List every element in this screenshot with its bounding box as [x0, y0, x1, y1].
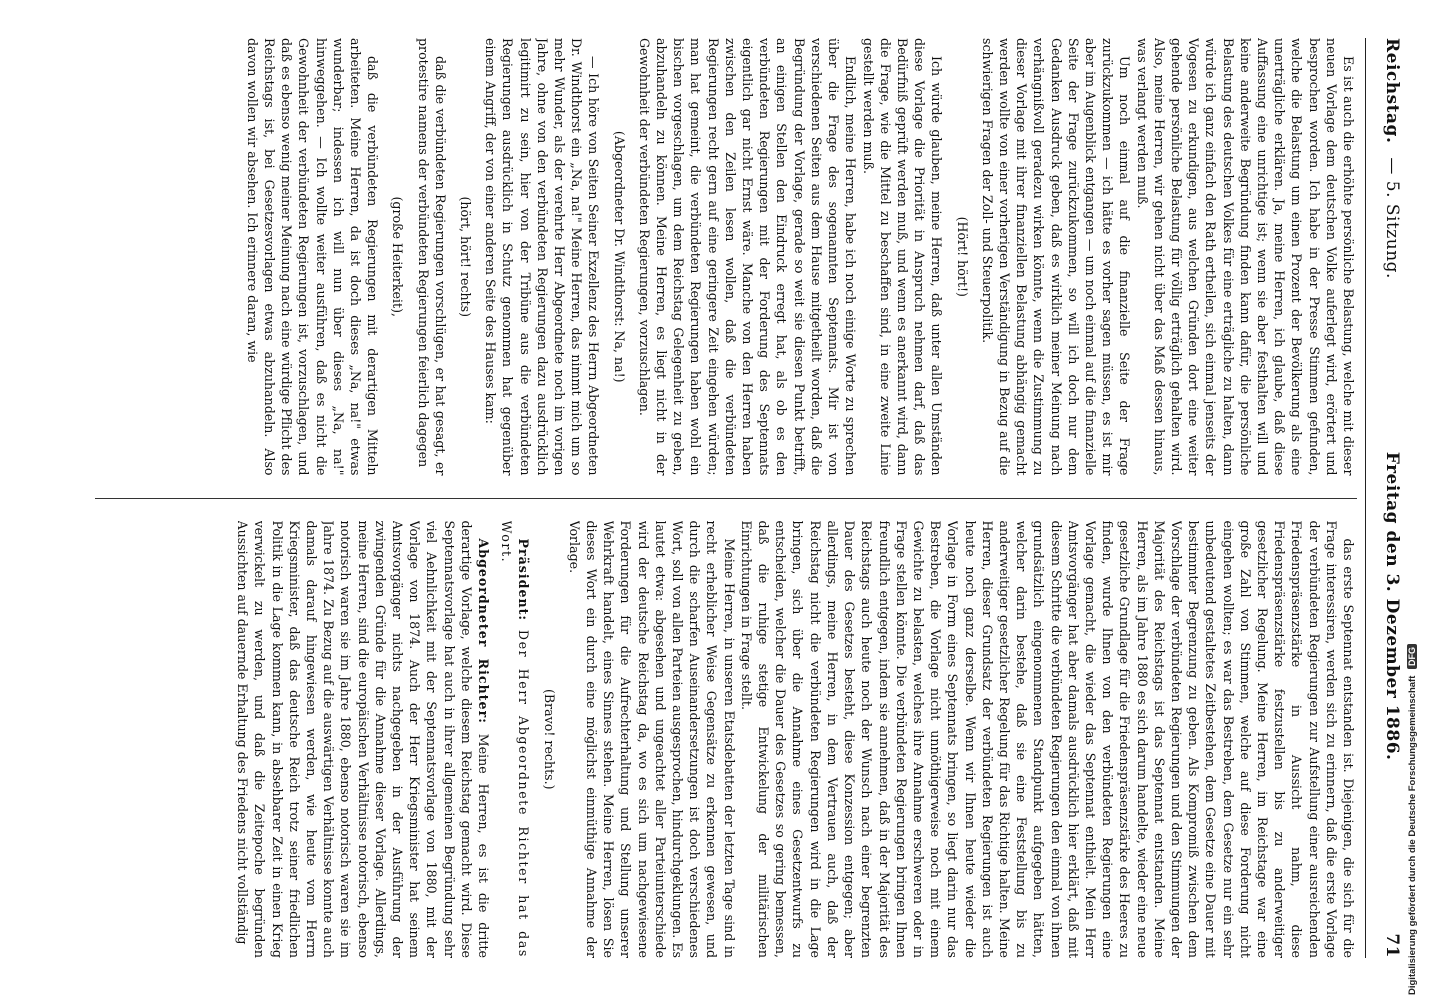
dfg-logo: DFG [1407, 644, 1417, 669]
interjection: (große Heiterkeit), [390, 196, 406, 318]
speaker-paragraph [234, 521, 492, 959]
page-number: 71 [1382, 933, 1402, 958]
digitization-credit [1407, 644, 1418, 995]
header-session: — 5. Sitzung. [1382, 157, 1402, 279]
paragraph: Um noch einmal auf die finanzielle Seite der Frage zurückzukommen — ich hätte es vorher sagen müssen, es ist mir aber im Augenblick entgangen — um noch einmal auf die finanzielle Seite der Frage zurückzukommen, so will ich doch nur dem Gedanken Ausdruck geben, daß es wirklich meiner Meinung nach verhängnißvoll geradezu wirken könnte, wenn die Zustimmung zu dieser Vorlage mit ihrer finanziellen Belastung abhängig gemacht werden wollte von einer vorherigen Verständigung in Bezug auf die schwierigen Fragen der Zoll- und Steuerpolitik. [979, 38, 1133, 476]
header-title: Reichstag. [1382, 38, 1402, 144]
header-date: Freitag den 3. Dezember 1886. [1382, 451, 1402, 761]
paragraph: — Ich höre von Seiten Seiner Exzellenz des Herrn Abgeordneten Dr. Windthorst ein „Na, na!" Meine Herren, das nimmt mich um so mehr Wunder, als der verehrte Herr Abgeordnete noch im vorigen Jahre, ohne von den verbündeten Regierungen dazu ausdrücklich legitimirt zu sein, hier von der Tribüne aus die verbündeten Regierungen ausdrücklich in Schutz genommen hat gegenüber einem Angriff, der von einer anderen Seite des Hauses kam: [483, 38, 602, 476]
column-left [95, 38, 1357, 476]
header-left [1382, 38, 1402, 279]
interjection: (hört, hört! rechts) [458, 196, 474, 318]
paragraph: Meine Herren, in unseren Etatsdebatten der letzten Tage sind in recht erheblicher Weise Gegensätze zu erkennen gewesen, und durch die scharfen Auseinandersetzungen ist doch verschiedenes Wort, soll von allen Parteien ausgesprochen, hindurchgeklungen. Es lautet etwa: abgesehen und ungeachtet aller Parteiunterschiede wird der deutsche Reichstag da, wo es sich um nachgewiesene Forderungen für die Aufrechterhaltung und Stellung unserer Wehrkraft handelt, eines Sinnes stehen. Meine Herren, lösen Sie dieses Wort ein durch eine möglichst einmüthige Annahme der Vorlage. [566, 520, 737, 958]
president-line [498, 521, 532, 959]
paragraph: daß die verbündeten Regierungen mit derartigen Mitteln arbeiteten. Meine Herren, da ist doch dieses „Na, na!" etwas wunderbar; indessen ich will nun über dieses „Na, na!" hinweggehen. — Ich wollte weiter ausführen, daß es nicht die Gewohnheit der verbündeten Regierungen ist, vorzuschlagen, und daß es ebenso wenig meiner Meinung nach eine würdige Pflicht des Reichstags ist, bei Gesetzesvorlagen etwas abzuhandeln. Also davon wollen wir absehen. Ich erinnere daran, wie [244, 38, 381, 476]
column-right [95, 521, 1357, 959]
interjection: (Abgeordneter Dr. Windthorst: Na, na!) [611, 130, 627, 383]
column-divider [95, 498, 1357, 499]
speaker-label: Abgeordneter Richter: [476, 538, 492, 724]
credit-text: Digitalisierung gefördert durch die Deutsche Forschungsgemeinschaft [1407, 675, 1418, 995]
text-columns [95, 38, 1357, 958]
paragraph: Endlich, meine Herren, habe ich noch einige Worte zu sprechen über die Frage des sogenannten Septennats. Mir ist von verschiedenen Seiten aus dem Hause mitgetheilt worden, daß die Begründung der Vorlage, gerade so weit sie diesen Punkt betrifft, an einigen Stellen den Eindruck erregt hat, als ob es den verbündeten Regierungen mit der Forderung des Septennats eigentlich gar nicht Ernst wäre. Manche von den Herren haben zwischen den Zeilen lesen wollen, daß die verbündeten Regierungen recht gern auf eine geringere Zeit eingehen würden; man hat gemeint, die verbündeten Regierungen haben wohl ein bischen vorgeschlagen, um dem Reichstag Gelegenheit zu geben, abzuhandeln zu können. Meine Herren, es liegt nicht in der Gewohnheit der verbündeten Regierungen, vorzuschlagen. [636, 38, 859, 476]
paragraph: Ich würde glauben, meine Herren, daß unter allen Umständen diese Vorlage die Priorität in Anspruch nehmen darf, daß das Bedürfniß geprüft werden muß, und wenn es anerkannt wird, dann die Frage, wie die Mittel zu beschaffen sind, in eine zweite Linie gestellt werden muß. [860, 38, 945, 476]
header-rule [1365, 38, 1366, 958]
page-header [1368, 38, 1402, 958]
paragraph: Es ist auch die erhöhte persönliche Belastung, welche mit dieser neuen Vorlage dem deutschen Volke auferlegt wird, erörtert und besprochen worden. Ich habe in der Presse Stimmen gefunden, welche die Belastung um einen Prozent der Bevölkerung als eine unerträgliche erklären. Ja, meine Herren, ich glaube, daß diese Auffassung eine unrichtige ist; wenn sie aber festhalten will und keine anderweite Begründung finden kann dafür, die persönliche Belastung des deutschen Volkes für eine erträgliche zu halten, dann würde ich ganz einfach den Rath ertheilen, sich einmal jenseits der Vogesen zu erkundigen, aus welchen Gründen dort eine weiter gehende persönliche Belastung für völlig erträglich gehalten wird. Also, meine Herren, wir gehen nicht über das Maß dessen hinaus, was verlangt werden muß. [1134, 38, 1356, 476]
paragraph: das erste Septennat entstanden ist. Diejenigen, die sich für die Frage interessiren, werden sich zu erinnern, daß die erste Vorlage der verbündeten Regierungen zur Aufstellung einer ausreichenden Friedenspräsenzstärke in Aussicht nahm, diese Friedenspräsenzstärke festzustellen bis zu anderweitiger gesetzlicher Regelung. Meine Herren, im Reichstage war eine große Zahl von Stimmen, welche auf diese Forderung nicht eingehen wollten; es war das Bestreben, dem Gesetze nur ein sehr unbedeutend gestaltetes Zeitbestehen, dem Gesetze eine Dauer mit bestimmter Begrenzung zu geben. Als Kompromiß zwischen dem Vorschlage der verbündeten Regierungen und den Stimmungen der Majorität des Reichstags ist das Septennat entstanden. Meine Herren, als im Jahre 1880 es sich darum handelte, wieder eine neue gesetzliche Grundlage für die Friedenspräsenzstärke des Heeres zu finden, wurde Ihnen von den verbündeten Regierungen eine Vorlage gemacht, die wieder das Septennat enthielt. Mein Herr Amtsvorgänger hat aber damals ausdrücklich hier erklärt, daß mit diesem Schritte die verbündeten Regierungen den einmal von ihnen grundsätzlich eingenommenen Standpunkt aufgegeben hätten, welcher darin bestehe, daß sie eine Feststellung bis zu anderweitiger gesetzlicher Regelung für das Richtige halten. Meine Herren, dieser Grundsatz der verbündeten Regierungen ist auch heute noch ganz derselbe. Wenn wir Ihnen heute wieder die Vorlage in Form eines Septennats bringen, so liegt darin nur das Bestreben, die Vorlage nicht unnöthigerweise noch mit einem Gewichte zu belasten, welches ihre Annahme erschweren oder in Frage stellen könnte. Die verbündeten Regierungen bringen Ihnen freundlich entgegen, indem sie annehmen, daß in der Majorität des Reichstags auch heute noch der Wunsch nach einer begrenzten Dauer des Gesetzes besteht, diese Konzession entgegen; aber allerdings, meine Herren, in dem Vertrauen auch, daß der Reichstag nicht die verbündeten Regierungen wird in die Lage bringen, sich über die Annahme eines Gesetzentwurfs zu entscheiden, welcher die Dauer des Gesetzes so gering bemessen, daß die ruhige stetige Entwickelung der militärischen Einrichtungen in Frage stellt. [738, 520, 1356, 958]
paragraph: daß die verbündeten Regierungen vorschlügen, er hat gesagt, er protestire namens der verbündeten Regierungen feierlich dagegen [415, 38, 448, 476]
president-text: Der Herr Abgeordnete Richter hat das Wort. [499, 520, 532, 958]
president-label: Präsident: [516, 538, 532, 622]
interjection: (Hört! hört!) [954, 216, 970, 297]
interjection: (Bravo! rechts.) [541, 688, 557, 790]
speaker-text: Meine Herren, es ist die dritte derartige Vorlage, welche diesem Reichstag gemacht wird. Diese Septennatsvorlage hat auch in ihrer allgemeinen Begründung sehr viel Aehnlichkeit mit der Septennatsvorlage von 1880, mit der Vorlage von 1874. Auch der Herr Kriegsminister hat seinem Amtsvorgänger nichts nachgegeben in der Ausführung der zwingenden Gründe für die Annahme dieser Vorlage. Allerdings, meine Herren, sind die europäischen Verhältnisse notorisch, ebenso notorisch waren sie im Jahre 1880, ebenso notorisch waren sie im Jahre 1874. Zu Bezug auf die auswärtigen Verhältnisse konnte auch damals darauf hingewiesen werden, wie heute vom Herrn Kriegsminister, daß das deutsche Reich trotz seiner friedlichen Politik in die Lage kommen kann, in absehbarer Zeit in einen Krieg verwickelt zu werden, und daß die Zeitepoche begründen Aussichten auf dauernde Erhaltung des Friedens nicht vollständig [235, 520, 492, 958]
